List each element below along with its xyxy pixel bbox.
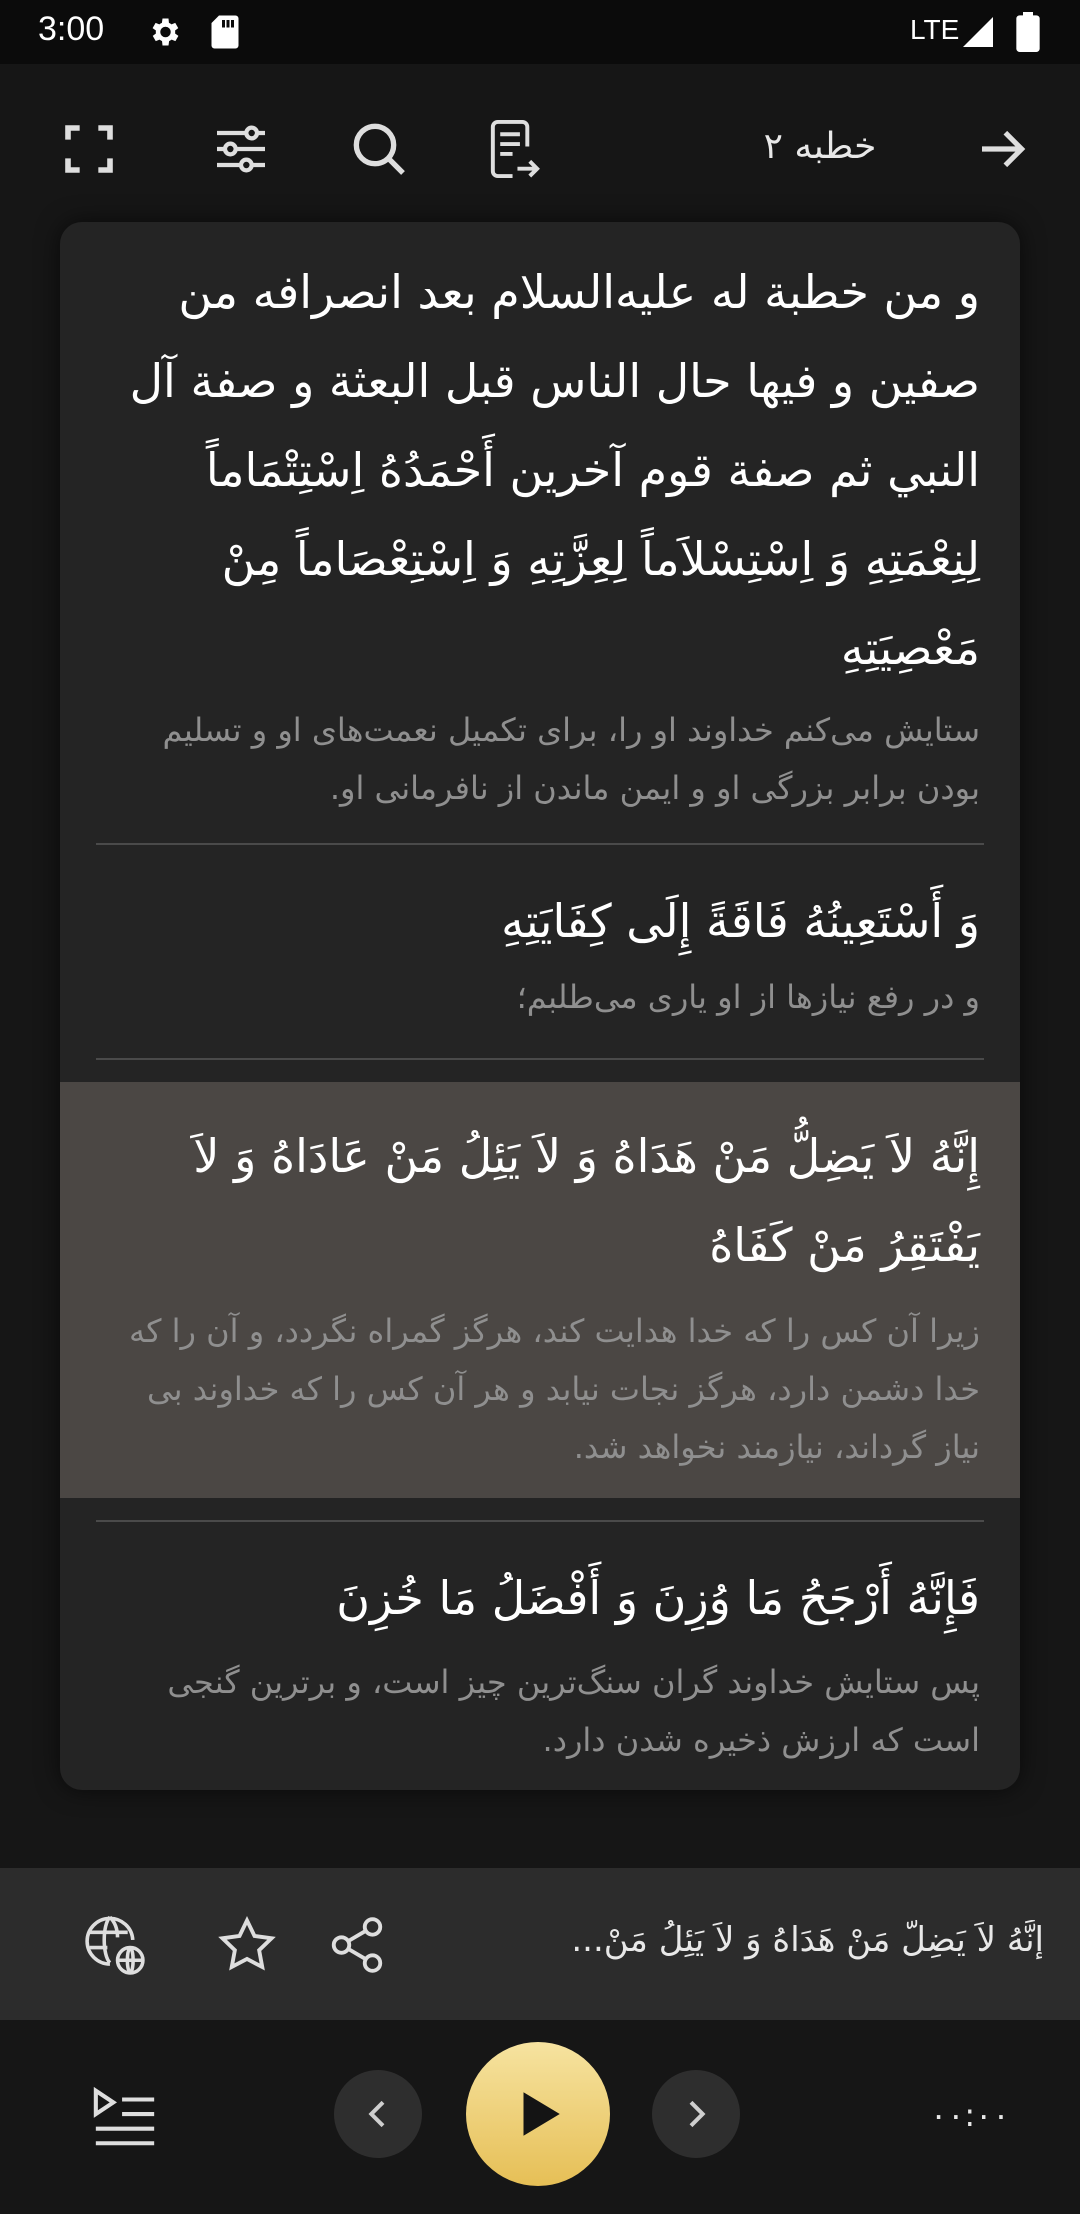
play-button[interactable] <box>466 2042 610 2186</box>
fullscreen-icon <box>61 121 117 177</box>
previous-button[interactable] <box>334 2070 422 2158</box>
chevron-right-icon <box>676 2094 716 2134</box>
search-button[interactable] <box>344 114 414 184</box>
play-icon <box>509 2085 567 2143</box>
status-bar <box>0 0 1080 64</box>
list-item[interactable] <box>60 222 1020 843</box>
list-item[interactable] <box>60 845 1020 1058</box>
sliders-icon <box>209 117 273 181</box>
selected-text-preview: إِنَّهُ لاَ يَضِلُّ مَنْ هَدَاهُ وَ لاَ يَئِلُ مَنْ... <box>571 1920 1044 1960</box>
arabic-text: و من خطبة له عليه‌السلام بعد انصرافه من صفين و فيها حال الناس قبل البعثة و صفة آل النبي ثم صفة قوم آخرين أَحْمَدُهُ اِسْتِتْمَاماً لِنِعْمَتِهِ وَ اِسْتِسْلاَماً لِعِزَّتِهِ وَ اِسْتِعْصَاماً مِنْ مَعْصِيَتِهِ <box>129 265 980 675</box>
next-button[interactable] <box>652 2070 740 2158</box>
selection-action-bar <box>0 1868 1080 2020</box>
translate-button[interactable] <box>80 1910 150 1980</box>
network-type: LTE <box>910 14 960 45</box>
translation-text: زیرا آن کس را که خدا هدایت کند، هرگز گمراه نگردد، و آن را که خدا دشمن دارد، هرگز نجات نیابد و هر آن کس را که خداوند بی نیاز گرداند، نیازمند نخواهد شد. <box>129 1312 980 1466</box>
share-button[interactable] <box>322 1910 392 1980</box>
translation-text: پس ستایش خداوند گران سنگ‌ترین چیز است، و برترین گنجی است که ارزش ذخیره شدن دارد. <box>167 1663 980 1759</box>
notes-icon <box>485 117 545 181</box>
favorite-button[interactable] <box>212 1910 282 1980</box>
star-icon <box>216 1914 278 1976</box>
arabic-text: فَإِنَّهُ أَرْجَحُ مَا وُزِنَ وَ أَفْضَلُ مَا خُزِنَ <box>336 1571 980 1625</box>
translation-text: و در رفع نیازها از او یاری می‌طلبم؛ <box>516 978 980 1016</box>
arabic-text: وَ أَسْتَعِينُهُ فَاقَةً إِلَى كِفَايَتِهِ <box>501 894 980 948</box>
chevron-left-icon <box>358 2094 398 2134</box>
notes-button[interactable] <box>480 114 550 184</box>
list-item-selected[interactable] <box>60 1082 1020 1498</box>
back-button[interactable] <box>968 114 1038 184</box>
divider <box>96 1058 984 1060</box>
status-time: 3:00 <box>38 10 105 48</box>
sermon-card <box>60 222 1020 1790</box>
arrow-right-icon <box>975 121 1031 177</box>
sd-card-icon <box>210 14 240 50</box>
audio-player <box>0 2020 1080 2214</box>
share-icon <box>326 1914 388 1976</box>
top-toolbar <box>0 64 1080 220</box>
gear-icon <box>146 14 182 50</box>
fullscreen-button[interactable] <box>54 114 124 184</box>
arabic-text: إِنَّهُ لاَ يَضِلُّ مَنْ هَدَاهُ وَ لاَ يَئِلُ مَنْ عَادَاهُ وَ لاَ يَفْتَقِرُ مَنْ كَفَاهُ <box>193 1129 980 1272</box>
playlist-button[interactable] <box>90 2082 160 2152</box>
translation-text: ستایش می‌کنم خداوند او را، برای تکمیل نعمت‌های او و تسلیم بودن برابر بزرگی او و ایمن ماندن از نافرمانی او. <box>162 711 980 807</box>
page-title: خطبه ۲ <box>763 126 877 167</box>
search-icon <box>347 117 411 181</box>
settings-sliders-button[interactable] <box>206 114 276 184</box>
list-item[interactable] <box>60 1522 1020 1790</box>
battery-icon <box>1016 12 1040 52</box>
playback-time: ۰۰:۰۰ <box>930 2096 1010 2134</box>
signal-icon <box>960 14 996 50</box>
translate-globe-icon <box>82 1912 148 1978</box>
